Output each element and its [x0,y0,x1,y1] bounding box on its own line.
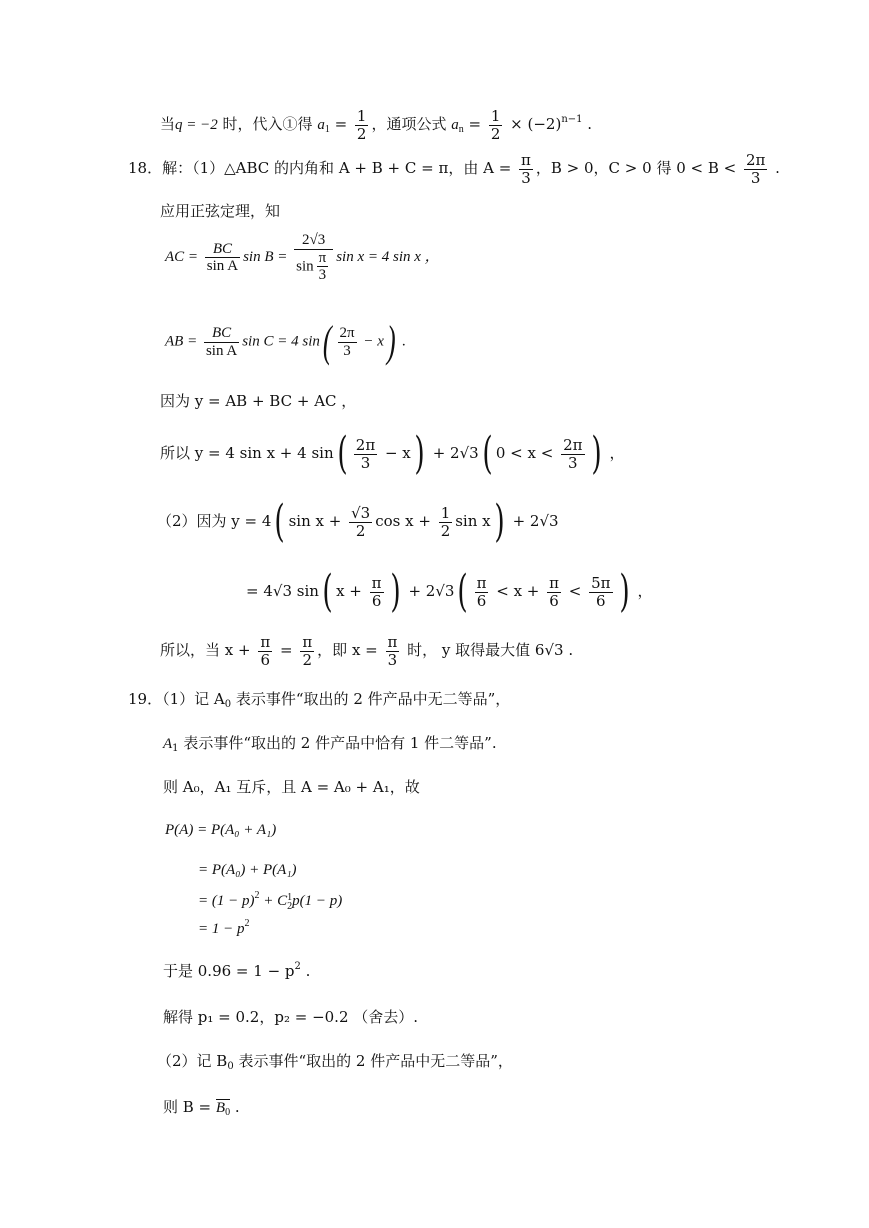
text: 时，代入①得 [217,115,318,133]
fraction: $\frac{1}{2}$ [490,107,501,143]
formula-part2: （2）因为 y = 4( sin x + $\frac{√3}{2}$ cos x + $\frac{1}{2}$ sin x) + 2√3 [157,496,559,547]
text-line: 于是 $0.96 = 1 - p^2$ . [163,961,311,980]
fraction: $\frac{BC}{\text{sin A}}$ [205,325,238,359]
formula-ab: AB = $\frac{BC}{\text{sin A}}$ sin C = 4 sin( $\frac{2\pi}{3}$ − x) . [165,317,407,366]
text: × (−2) [505,115,562,133]
formula-part2-c: 所以，当 x + $\frac{\pi}{6}$ = $\frac{\pi}{2}$ ，即 x = $\frac{\pi}{3}$ 时， y 取得最大值 6√3 . [160,633,574,669]
text: ，通项公式 [371,115,452,133]
formula: = $1 - p^2$ [198,918,250,937]
text: . [770,159,780,177]
text-line: $A_1$ 表示事件“取出的 2 件产品中恰有 1 件二等品”. [163,734,497,754]
text: = [329,115,352,133]
text-line: 解得 p₁ = 0.2，p₂ = −0.2 （舍去）. [163,1008,419,1026]
text-line: 则 A₀，A₁ 互斥，且 A = A₀ + A₁，故 [163,778,420,796]
text-line-y1: 因为 y = AB + BC + AC ， [160,392,357,410]
text-line: 则 $B = B_0$ . [163,1098,240,1118]
formula-ac: AC = $\frac{BC}{\text{sin A}}$ sin B = 2√3 sin $\frac{\pi}{3}$ sin x = 4 sin x ， [165,232,440,283]
fraction: 2√3 sin $\frac{\pi}{3}$ [294,232,333,284]
formula: P(A) = P(A₀ + A₁) [165,822,277,838]
problem-number: 18． [128,159,163,177]
problem-18-header [128,152,780,186]
text: 解：（1）△ABC 的内角和 A + B + C = π，由 A = [162,159,517,177]
problem-19-header: 19．（1）记 $A_0$ 表示事件“取出的 2 件产品中无二等品”， [128,690,511,710]
math: a [451,117,459,133]
fraction: $\frac{BC}{\text{sin A}}$ [206,240,239,275]
text-line: （2）记 $B_0$ 表示事件“取出的 2 件产品中无二等品”， [157,1052,513,1072]
formula: = P(A₀) + P(A₁) [198,862,297,878]
text-line-1: 当q = −2 时，代入①得 $a_1$ = $\frac{1}{2}$ ，通项公式 $a_n$ = $\frac{1}{2}$ × $(-2)^{n-1}$ . [160,107,593,143]
text: ，B > 0，C > 0 得 0 < B < [535,159,741,177]
text-line-3: 应用正弦定理，知 [160,202,281,220]
text: = [463,115,486,133]
fraction: $\frac{\pi}{3}$ [521,151,531,187]
formula: = $(1 - p)^2 + C$ 1 2 p(1 − p) [198,890,343,912]
text: 当 [160,115,176,133]
text: . [582,115,593,133]
fraction: $\frac{2\pi}{3}$ [746,151,766,187]
formula-y-sum: 所以 y = 4 sin x + 4 sin( $\frac{2\pi}{3}$ − x) + 2√3( 0 < x < $\frac{2\pi}{3}$ ) ， [160,428,625,479]
fraction: $\frac{1}{2}$ [356,107,367,143]
math: a [317,117,325,133]
math: q = −2 [175,117,218,133]
formula-part2-b: = 4√3 sin( x + $\frac{\pi}{6}$ ) + 2√3( $\frac{\pi}{6}$ < x + $\frac{\pi}{6}$ < $\frac{5\pi}{6}$ ) ， [246,566,653,617]
